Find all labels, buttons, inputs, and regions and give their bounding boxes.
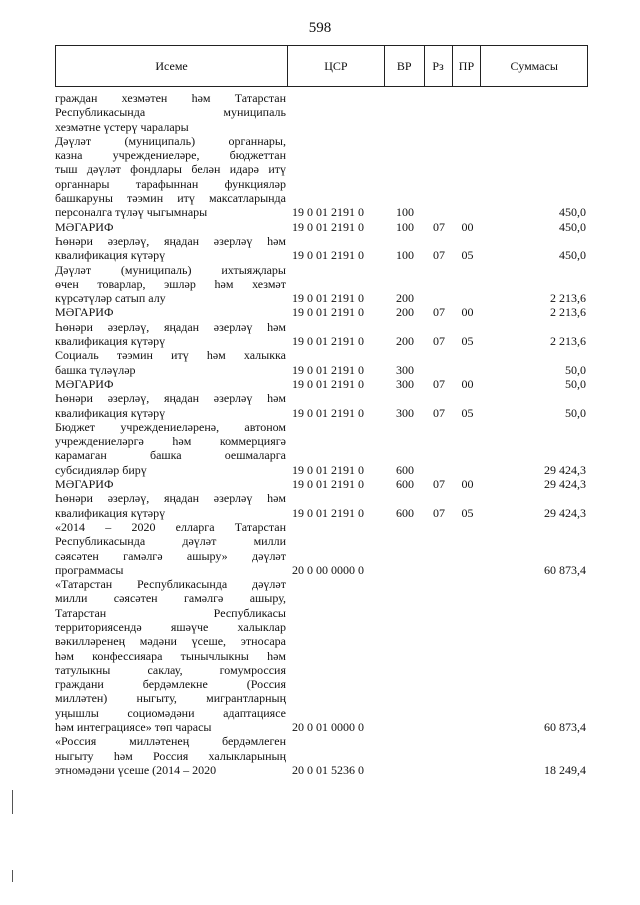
row-name xyxy=(55,234,288,263)
row-name xyxy=(55,377,288,391)
row-sum: 29 424,3 xyxy=(544,477,586,492)
table-row xyxy=(55,320,588,349)
table-row xyxy=(55,520,588,577)
row-name-line: Дәүләт (муниципаль) органнары, xyxy=(55,133,286,148)
row-name-line: һәм конфессияара тынычлыкны һәм xyxy=(55,648,286,663)
col-header-csr: ЦСР xyxy=(288,46,385,86)
row-csr: 19 0 01 2191 0 xyxy=(292,505,364,520)
row-pr: 00 xyxy=(461,376,474,391)
table-row xyxy=(55,420,588,477)
row-rz: 07 xyxy=(433,477,445,492)
row-name-line: МӘГАРИФ xyxy=(55,477,114,492)
row-name-line: Һөнәри әзерләү, яңадан әзерләү һәм xyxy=(55,233,286,248)
row-name-line: казна учреждениеләре, бюджеттан xyxy=(55,148,286,163)
row-csr: 19 0 01 2191 0 xyxy=(292,248,364,263)
row-name xyxy=(55,491,288,520)
row-sum: 450,0 xyxy=(559,205,586,220)
row-rz: 07 xyxy=(433,376,445,391)
row-vr: 100 xyxy=(396,205,414,220)
row-name-line: күрсәтүләр сатып алу xyxy=(55,291,166,306)
row-name-line: сәясәтен гамәлгә ашыру» дәүләт xyxy=(55,548,286,563)
row-csr: 20 0 01 5236 0 xyxy=(292,762,364,777)
row-sum: 450,0 xyxy=(559,248,586,263)
row-pr: 05 xyxy=(461,334,474,349)
row-name-line: милләтен) ныгыту, мигрантларның xyxy=(55,691,286,706)
row-name-line: граждани бердәмлекне (Россия xyxy=(55,677,286,692)
row-name-line: Һөнәри әзерләү, яңадан әзерләү һәм xyxy=(55,319,286,334)
col-header-vr: ВР xyxy=(385,46,425,86)
table-row xyxy=(55,391,588,420)
table-row xyxy=(55,491,588,520)
row-sum: 18 249,4 xyxy=(544,762,586,777)
table-row xyxy=(55,577,588,734)
row-sum: 450,0 xyxy=(559,219,586,234)
page-number: 598 xyxy=(308,20,332,36)
row-csr: 19 0 01 2191 0 xyxy=(292,376,364,391)
row-sum: 50,0 xyxy=(565,362,586,377)
table-row xyxy=(55,377,588,391)
row-rz: 07 xyxy=(433,505,445,520)
row-name xyxy=(55,391,288,420)
row-csr: 19 0 01 2191 0 xyxy=(292,477,364,492)
row-name xyxy=(55,520,288,577)
row-csr: 20 0 00 0000 0 xyxy=(292,562,364,577)
row-name-line: Татарстан Республикасы xyxy=(55,605,286,620)
row-name-line: карамаган башка оешмаларга xyxy=(55,448,286,463)
row-name-line: квалификация күтәрү xyxy=(55,405,166,420)
row-rz: 07 xyxy=(433,248,445,263)
margin-mark xyxy=(12,870,13,882)
margin-mark xyxy=(12,790,13,814)
row-name-line: башка түләүләр xyxy=(55,362,136,377)
row-sum: 50,0 xyxy=(565,405,586,420)
row-name xyxy=(55,420,288,477)
row-csr: 19 0 01 2191 0 xyxy=(292,219,364,234)
row-pr: 00 xyxy=(461,305,474,320)
row-name-line: программасы xyxy=(55,562,124,577)
col-header-rz: Рз xyxy=(425,46,453,86)
row-vr: 100 xyxy=(396,219,414,234)
row-name-line: Һөнәри әзерләү, яңадан әзерләү һәм xyxy=(55,391,286,406)
table-row xyxy=(55,477,588,491)
table-body xyxy=(55,91,588,777)
col-header-sum: Суммасы xyxy=(510,58,558,73)
row-rz: 07 xyxy=(433,305,445,320)
row-name-line: этномәдәни үсеше (2014 – 2020 xyxy=(55,762,217,777)
row-sum: 2 213,6 xyxy=(550,305,586,320)
table-row xyxy=(55,734,588,777)
col-header-name: Исеме xyxy=(56,46,288,86)
col-header-pr: ПР xyxy=(453,46,482,86)
row-name-line: хезмәтне үстерү чаралары xyxy=(55,119,189,134)
row-rz: 07 xyxy=(433,405,445,420)
row-pr: 05 xyxy=(461,505,474,520)
row-vr: 200 xyxy=(396,305,414,320)
row-pr: 05 xyxy=(461,405,474,420)
row-name-line: территориясендә яшәүче халыклар xyxy=(55,619,286,634)
row-rz: 07 xyxy=(433,334,445,349)
row-csr: 19 0 01 2191 0 xyxy=(292,291,364,306)
row-name-line: квалификация күтәрү xyxy=(55,248,166,263)
row-sum: 60 873,4 xyxy=(544,720,586,735)
row-sum: 2 213,6 xyxy=(550,291,586,306)
row-name xyxy=(55,477,288,491)
row-name xyxy=(55,220,288,234)
table-row xyxy=(55,91,588,134)
row-name-line: ныгыту һәм Россия халыкларының xyxy=(55,748,286,763)
row-name-line: учреждениеләргә һәм коммерциягә xyxy=(55,434,286,449)
row-name-line: МӘГАРИФ xyxy=(55,219,114,234)
table-row xyxy=(55,234,588,263)
row-vr: 300 xyxy=(396,362,414,377)
row-csr: 19 0 01 2191 0 xyxy=(292,334,364,349)
row-csr: 19 0 01 2191 0 xyxy=(292,462,364,477)
row-name xyxy=(55,734,288,777)
row-pr: 00 xyxy=(461,219,474,234)
row-name-line: тыш дәүләт фондлары белән идарә итү xyxy=(55,162,286,177)
row-vr: 100 xyxy=(396,248,414,263)
row-name-line: вәкилләренең мәдәни үсеше, этносара xyxy=(55,634,286,649)
row-rz: 07 xyxy=(433,219,445,234)
row-name-line: «Россия милләтенең бердәмлеген xyxy=(55,734,286,749)
row-sum: 2 213,6 xyxy=(550,334,586,349)
row-sum: 60 873,4 xyxy=(544,562,586,577)
row-sum: 29 424,3 xyxy=(544,505,586,520)
row-name-line: МӘГАРИФ xyxy=(55,305,114,320)
row-sum: 29 424,3 xyxy=(544,462,586,477)
row-sum: 50,0 xyxy=(565,376,586,391)
row-name-line: Республикасында дәүләт милли xyxy=(55,534,286,549)
row-vr: 200 xyxy=(396,334,414,349)
table-header xyxy=(55,45,588,87)
row-name-line: квалификация күтәрү xyxy=(55,334,166,349)
row-name-line: милли сәясәтен гамәлгә ашыру, xyxy=(55,591,286,606)
row-name xyxy=(55,348,288,377)
row-name-line: Дәүләт (муниципаль) ихтыяҗлары xyxy=(55,262,286,277)
row-name-line: граждан хезмәтен һәм Татарстан xyxy=(55,91,286,105)
row-name-line: субсидияләр бирү xyxy=(55,462,147,477)
row-name-line: Республикасында муниципаль xyxy=(55,105,286,120)
row-name xyxy=(55,305,288,319)
row-name-line: башкаруны тәэмин итү максатларында xyxy=(55,191,286,206)
row-name-line: Һөнәри әзерләү, яңадан әзерләү һәм xyxy=(55,491,286,506)
row-name-line: персоналга түләү чыгымнары xyxy=(55,205,208,220)
table-row xyxy=(55,220,588,234)
row-name xyxy=(55,263,288,306)
table-row xyxy=(55,305,588,319)
row-name-line: өчен товарлар, эшләр һәм хезмәт xyxy=(55,276,286,291)
row-name-line: «2014 – 2020 елларга Татарстан xyxy=(55,519,286,534)
row-pr: 05 xyxy=(461,248,474,263)
row-name-line: Бюджет учреждениеләренә, автоном xyxy=(55,419,286,434)
row-vr: 600 xyxy=(396,505,414,520)
row-name xyxy=(55,320,288,349)
row-vr: 300 xyxy=(396,405,414,420)
row-name xyxy=(55,134,288,220)
row-pr: 00 xyxy=(461,477,474,492)
row-name-line: Социаль тәэмин итү һәм халыкка xyxy=(55,348,286,363)
row-vr: 200 xyxy=(396,291,414,306)
row-name-line: һәм интеграциясе» төп чарасы xyxy=(55,720,212,735)
table-row xyxy=(55,348,588,377)
row-name-line: «Татарстан Республикасында дәүләт xyxy=(55,577,286,592)
row-vr: 300 xyxy=(396,376,414,391)
row-vr: 600 xyxy=(396,477,414,492)
row-name-line: квалификация күтәрү xyxy=(55,505,166,520)
row-name-line: органнары тарафыннан функцияләр xyxy=(55,176,286,191)
row-csr: 20 0 01 0000 0 xyxy=(292,720,364,735)
row-csr: 19 0 01 2191 0 xyxy=(292,362,364,377)
row-name-line: МӘГАРИФ xyxy=(55,376,114,391)
table-row xyxy=(55,134,588,220)
row-vr: 600 xyxy=(396,462,414,477)
row-name xyxy=(55,91,288,134)
row-name-line: уңышлы социомәдәни адаптациясе xyxy=(55,705,286,720)
row-name-line: татулыкны саклау, гомумроссия xyxy=(55,662,286,677)
row-csr: 19 0 01 2191 0 xyxy=(292,305,364,320)
row-name xyxy=(55,577,288,734)
row-csr: 19 0 01 2191 0 xyxy=(292,405,364,420)
row-csr: 19 0 01 2191 0 xyxy=(292,205,364,220)
table-row xyxy=(55,263,588,306)
